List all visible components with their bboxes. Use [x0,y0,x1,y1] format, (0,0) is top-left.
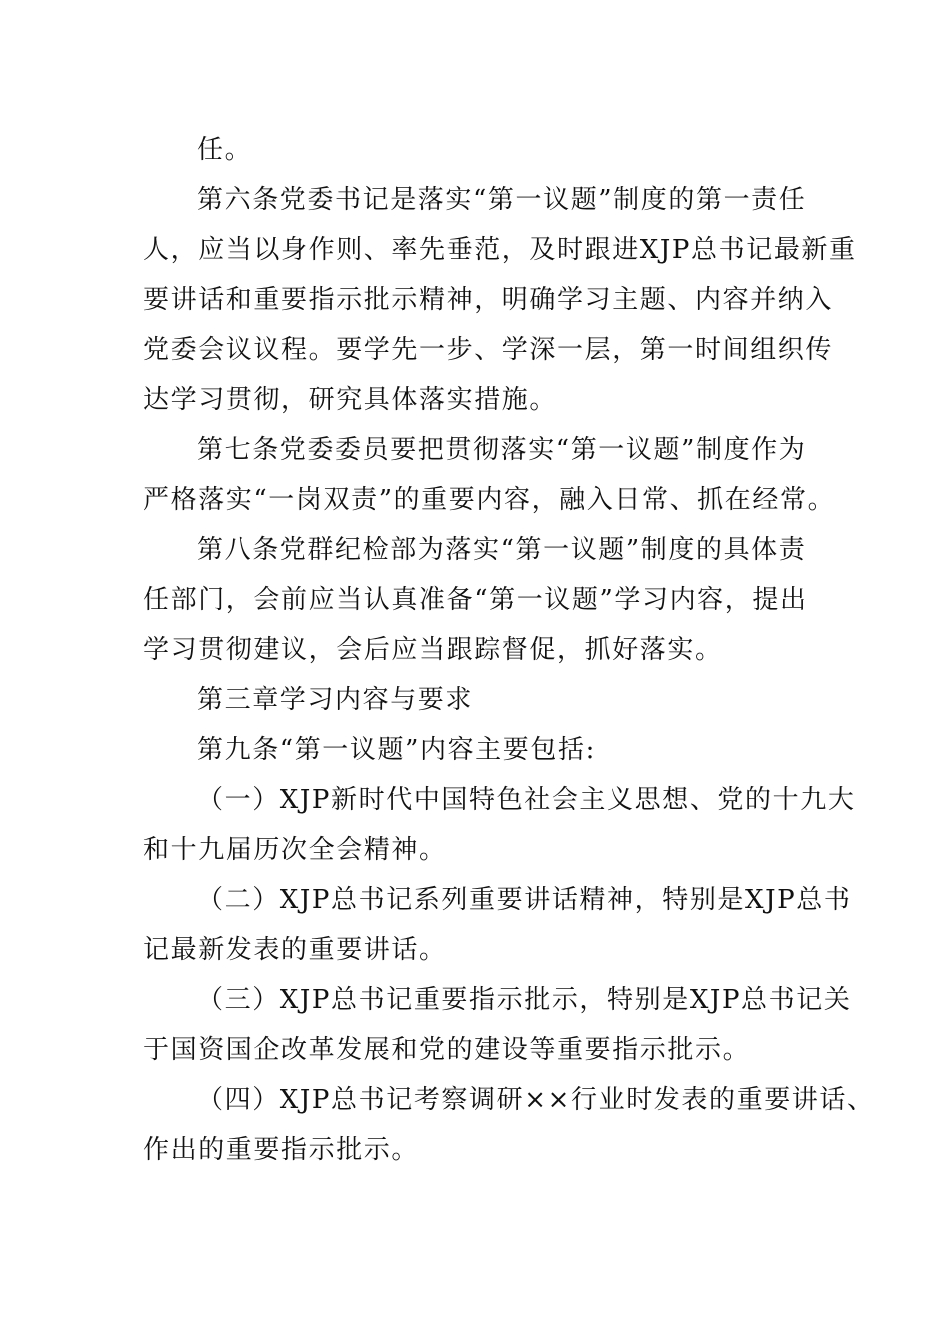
text-line-continuation: 任。 [197,135,253,165]
article-8-line-1: 第八条党群纪检部为落实“第一议题”制度的具体责 [197,535,807,565]
item-4-line-1: （四）XJP总书记考察调研××行业时发表的重要讲话、 [197,1085,875,1115]
item-1-line-2: 和十九届历次全会精神。 [143,835,447,865]
article-6-line-4: 党委会议议程。要学先一步、学深一层，第一时间组织传 [143,335,834,365]
article-7-line-2: 严格落实“一岗双责”的重要内容，融入日常、抓在经常。 [143,485,836,515]
article-6-line-3: 要讲话和重要指示批示精神，明确学习主题、内容并纳入 [143,285,834,315]
article-8-line-2: 任部门，会前应当认真准备“第一议题”学习内容，提出 [143,585,808,615]
article-6-line-5: 达学习贯彻，研究具体落实措施。 [143,385,558,415]
article-8-line-3: 学习贯彻建议，会后应当跟踪督促，抓好落实。 [143,635,723,665]
article-9-line-1: 第九条“第一议题”内容主要包括: [197,735,596,765]
chapter-3-heading: 第三章学习内容与要求 [197,685,474,715]
article-6-line-1: 第六条党委书记是落实“第一议题”制度的第一责任 [197,185,807,215]
item-1-line-1: （一）XJP新时代中国特色社会主义思想、党的十九大 [197,785,856,815]
article-7-line-1: 第七条党委委员要把贯彻落实“第一议题”制度作为 [197,435,807,465]
item-3-line-1: （三）XJP总书记重要指示批示，特别是XJP总书记关 [197,985,852,1015]
item-2-line-2: 记最新发表的重要讲话。 [143,935,447,965]
article-6-line-2: 人，应当以身作则、率先垂范，及时跟进XJP总书记最新重 [143,235,857,265]
item-2-line-1: （二）XJP总书记系列重要讲话精神，特别是XJP总书 [197,885,852,915]
item-4-line-2: 作出的重要指示批示。 [143,1135,420,1165]
item-3-line-2: 于国资国企改革发展和党的建设等重要指示批示。 [143,1035,751,1065]
